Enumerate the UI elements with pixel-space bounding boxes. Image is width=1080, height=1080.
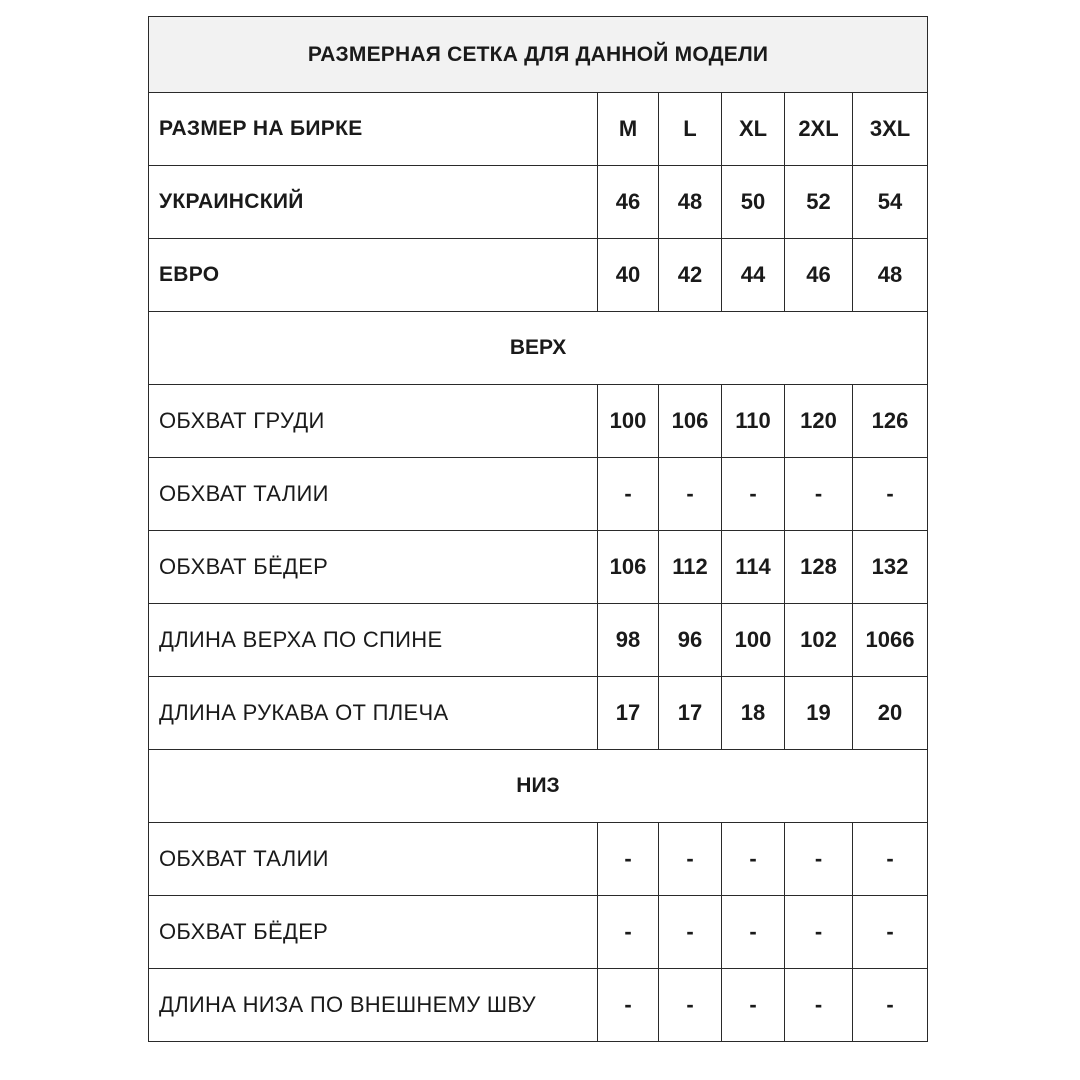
value-cell: - [785,458,853,531]
size-cell: 3XL [853,93,928,166]
value-cell: - [785,969,853,1042]
size-chart-table [148,16,928,1042]
header-row-ukrainian [149,166,928,239]
value-cell: 52 [785,166,853,239]
value-cell: 106 [659,385,722,458]
size-cell: M [598,93,659,166]
row-label: ДЛИНА НИЗА ПО ВНЕШНЕМУ ШВУ [149,969,598,1042]
value-cell: - [659,969,722,1042]
value-cell: 40 [598,239,659,312]
row-label: ДЛИНА ВЕРХА ПО СПИНЕ [149,604,598,677]
value-cell: 128 [785,531,853,604]
section-title: НИЗ [149,750,928,823]
row-label: ОБХВАТ ТАЛИИ [149,823,598,896]
table-row [149,385,928,458]
value-cell: 17 [659,677,722,750]
row-label: ОБХВАТ БЁДЕР [149,531,598,604]
value-cell: 48 [853,239,928,312]
value-cell: - [722,896,785,969]
value-cell: - [722,458,785,531]
table-row [149,458,928,531]
row-label: ОБХВАТ ТАЛИИ [149,458,598,531]
value-cell: - [598,458,659,531]
value-cell: 17 [598,677,659,750]
table-row [149,677,928,750]
value-cell: - [785,896,853,969]
table-row [149,823,928,896]
value-cell: 102 [785,604,853,677]
value-cell: 120 [785,385,853,458]
value-cell: - [722,969,785,1042]
value-cell: - [722,823,785,896]
table-row [149,896,928,969]
value-cell: 54 [853,166,928,239]
table-row [149,969,928,1042]
row-label: УКРАИНСКИЙ [149,166,598,239]
value-cell: - [659,823,722,896]
value-cell: 48 [659,166,722,239]
title-row [149,17,928,93]
value-cell: - [853,823,928,896]
row-label: РАЗМЕР НА БИРКЕ [149,93,598,166]
value-cell: 42 [659,239,722,312]
row-label: ОБХВАТ БЁДЕР [149,896,598,969]
value-cell: - [598,823,659,896]
section-header-bottom [149,750,928,823]
value-cell: 20 [853,677,928,750]
size-cell: XL [722,93,785,166]
value-cell: - [659,458,722,531]
table-title: РАЗМЕРНАЯ СЕТКА ДЛЯ ДАННОЙ МОДЕЛИ [149,17,928,93]
value-cell: 1066 [853,604,928,677]
value-cell: 44 [722,239,785,312]
value-cell: 98 [598,604,659,677]
value-cell: - [853,969,928,1042]
header-row-euro [149,239,928,312]
value-cell: 100 [598,385,659,458]
value-cell: - [598,896,659,969]
value-cell: - [853,458,928,531]
size-cell: 2XL [785,93,853,166]
row-label: ОБХВАТ ГРУДИ [149,385,598,458]
value-cell: 132 [853,531,928,604]
value-cell: 18 [722,677,785,750]
header-row-tag-size [149,93,928,166]
value-cell: 112 [659,531,722,604]
value-cell: - [853,896,928,969]
value-cell: 96 [659,604,722,677]
value-cell: 46 [785,239,853,312]
size-cell: L [659,93,722,166]
value-cell: - [785,823,853,896]
value-cell: - [659,896,722,969]
value-cell: 106 [598,531,659,604]
table-row [149,604,928,677]
value-cell: 126 [853,385,928,458]
value-cell: 100 [722,604,785,677]
value-cell: 50 [722,166,785,239]
value-cell: - [598,969,659,1042]
value-cell: 114 [722,531,785,604]
table-row [149,531,928,604]
row-label: ДЛИНА РУКАВА ОТ ПЛЕЧА [149,677,598,750]
row-label: ЕВРО [149,239,598,312]
value-cell: 46 [598,166,659,239]
value-cell: 19 [785,677,853,750]
section-header-top [149,312,928,385]
value-cell: 110 [722,385,785,458]
section-title: ВЕРХ [149,312,928,385]
